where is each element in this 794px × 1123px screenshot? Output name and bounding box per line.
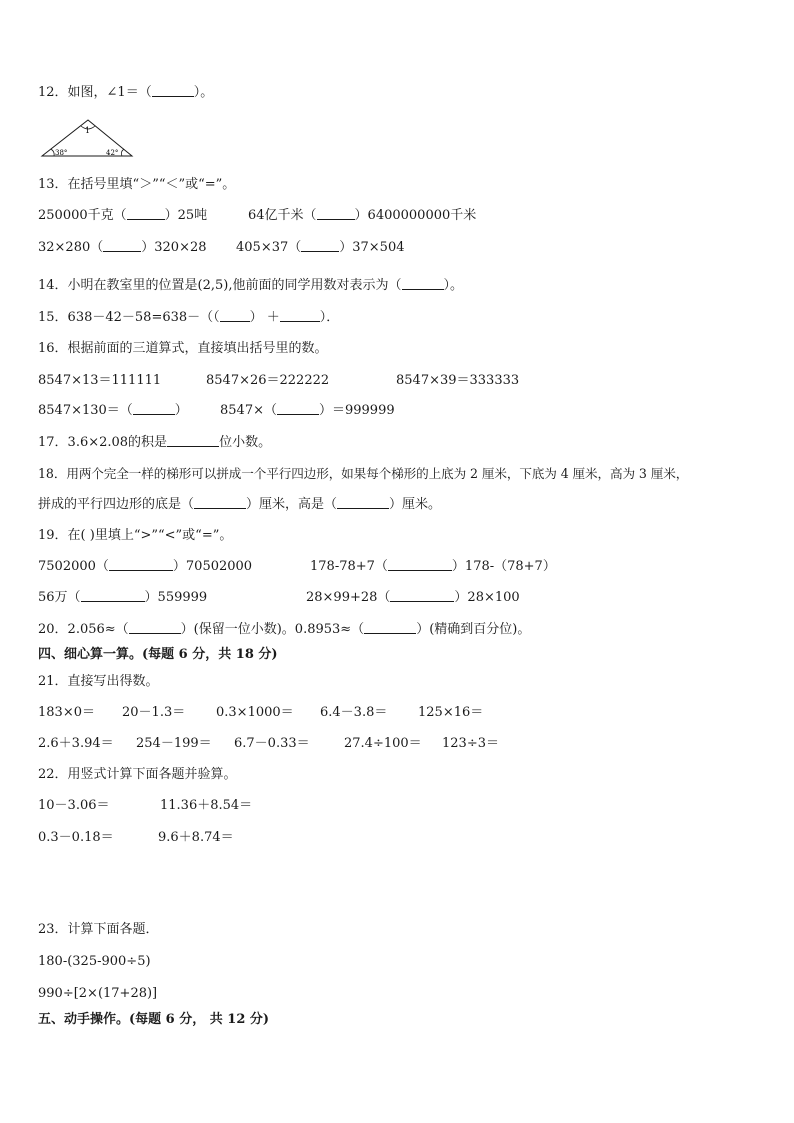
q20-text-b: ）(保留一位小数)。0.8953≈（ <box>180 622 365 637</box>
q19-a-blank[interactable] <box>109 558 173 571</box>
q15-blank-1[interactable] <box>220 309 250 322</box>
section4-heading: 四、细心算一算。(每题 6 分，共 18 分) <box>38 647 278 662</box>
q21-item: 20－1.3＝ <box>122 705 186 720</box>
q14-line <box>38 277 463 295</box>
q17-line <box>38 434 271 452</box>
q17-suffix: 位小数。 <box>219 435 272 450</box>
q16-eq5-blank[interactable] <box>277 402 319 415</box>
q21-item: 27.4÷100＝ <box>344 736 422 751</box>
q13-r1b <box>248 207 476 225</box>
q16-eq1: 8547×13＝111111 <box>38 373 162 388</box>
q15-blank-2[interactable] <box>280 309 320 322</box>
q16-eq4 <box>38 402 188 420</box>
q18-text-c: ）厘米。 <box>389 497 442 512</box>
q21-item: 6.4－3.8＝ <box>320 705 388 720</box>
q16-eq5 <box>220 402 395 420</box>
q19-a-right: ）70502000 <box>172 559 253 574</box>
q15-line <box>38 309 339 327</box>
q19-b <box>310 558 556 576</box>
q16-eq3: 8547×39＝333333 <box>396 373 520 388</box>
q21-item: 0.3×1000＝ <box>216 705 294 720</box>
q20-blank-2[interactable] <box>364 621 416 634</box>
q22-item: 9.6＋8.74＝ <box>158 830 234 845</box>
q14-answer-blank[interactable] <box>402 277 444 290</box>
q21-item: 6.7－0.33＝ <box>234 736 310 751</box>
q23-expr2: 990÷[2×(17+28)] <box>38 986 158 1001</box>
q12-suffix: ）。 <box>193 85 214 100</box>
angle-right-label: 42° <box>106 149 119 157</box>
q19-d-blank[interactable] <box>390 589 454 602</box>
q16-title: 16．根据前面的三道算式，直接填出括号里的数。 <box>38 341 328 356</box>
q15-mid: ） ＋ <box>249 310 280 325</box>
q19-d-left: 28×99+28（ <box>306 590 391 605</box>
q13-r1b-right: ）6400000000千米 <box>354 208 477 223</box>
q21-item: 183×0＝ <box>38 705 95 720</box>
q17-answer-blank[interactable] <box>167 434 219 447</box>
q13-r1b-left: 64亿千米（ <box>248 208 317 223</box>
q13-r2b <box>236 239 405 257</box>
q17-text: 17．3.6×2.08的积是 <box>38 435 168 450</box>
q13-r1b-blank[interactable] <box>317 207 355 220</box>
q15-text: 15．638－42－58=638－（（ <box>38 310 220 325</box>
q16-eq5-right: ）＝999999 <box>318 403 395 418</box>
q12-line <box>38 84 213 102</box>
triangle-figure <box>38 114 138 160</box>
q16-eq4-blank[interactable] <box>133 402 175 415</box>
q15-suffix: ）． <box>319 310 340 325</box>
q19-d-right: ）28×100 <box>454 590 520 605</box>
section5-heading: 五、动手操作。(每题 6 分， 共 12 分) <box>38 1012 270 1027</box>
q19-title: 19．在( )里填上“>”“<”或“=”。 <box>38 528 233 543</box>
q18-text-a: 拼成的平行四边形的底是（ <box>38 497 195 512</box>
q21-title: 21．直接写出得数。 <box>38 674 159 689</box>
q13-r2a-blank[interactable] <box>103 239 141 252</box>
q19-a-left: 7502000（ <box>38 559 109 574</box>
q21-item: 2.6＋3.94＝ <box>38 736 114 751</box>
q18-height-blank[interactable] <box>337 496 389 509</box>
q20-line <box>38 621 530 639</box>
q16-eq4-right: ） <box>174 403 188 418</box>
q20-blank-1[interactable] <box>129 621 181 634</box>
q20-text-c: ）(精确到百分位)。 <box>416 622 531 637</box>
q22-item: 10－3.06＝ <box>38 798 110 813</box>
q13-r2b-right: ）37×504 <box>339 240 405 255</box>
q23-title: 23．计算下面各题． <box>38 922 159 937</box>
q12-answer-blank[interactable] <box>152 84 194 97</box>
q16-eq4-left: 8547×130＝（ <box>38 403 133 418</box>
q13-r2a <box>38 239 207 257</box>
q22-item: 0.3－0.18＝ <box>38 830 114 845</box>
q19-a <box>38 558 252 576</box>
q12-text: 12．如图，∠1＝（ <box>38 85 152 100</box>
q13-r1a-left: 250000千克（ <box>38 208 127 223</box>
angle-left-arc <box>51 149 54 156</box>
q13-r2a-right: ）320×28 <box>141 240 207 255</box>
q21-item: 125×16＝ <box>418 705 484 720</box>
angle-left-label: 38° <box>55 149 68 157</box>
q18-base-blank[interactable] <box>194 496 246 509</box>
angle1-label: 1 <box>85 126 91 135</box>
q14-suffix: ）。 <box>443 278 464 293</box>
q16-eq5-left: 8547×（ <box>220 403 277 418</box>
q13-r1a-blank[interactable] <box>127 207 165 220</box>
angle-right-arc <box>121 149 124 156</box>
q13-r1a-right: ）25吨 <box>164 208 208 223</box>
q18-line1: 18．用两个完全一样的梯形可以拼成一个平行四边形，如果每个梯形的上底为 2 厘米，下底为 4 厘米，高为 3 厘米， <box>38 466 689 481</box>
q13-r2b-blank[interactable] <box>301 239 339 252</box>
q19-c <box>38 589 207 607</box>
q19-b-right: ）178-（78+7） <box>451 559 556 574</box>
q13-r2a-left: 32×280（ <box>38 240 104 255</box>
q19-b-left: 178-78+7（ <box>310 559 388 574</box>
q13-title: 13．在括号里填“＞”“＜”或“=”。 <box>38 177 236 192</box>
q19-b-blank[interactable] <box>388 558 452 571</box>
q13-r1a <box>38 207 207 225</box>
q18-line2 <box>38 496 441 514</box>
q18-text-b: ）厘米，高是（ <box>246 497 338 512</box>
q16-eq2: 8547×26＝222222 <box>206 373 330 388</box>
q20-text-a: 20．2.056≈（ <box>38 622 129 637</box>
q21-item: 123÷3＝ <box>442 736 499 751</box>
q22-item: 11.36＋8.54＝ <box>160 798 253 813</box>
q19-c-left: 56万（ <box>38 590 81 605</box>
q14-text: 14．小明在教室里的位置是(2,5),他前面的同学用数对表示为（ <box>38 278 402 293</box>
q19-c-blank[interactable] <box>81 589 145 602</box>
q19-d <box>306 589 520 607</box>
q23-expr1: 180-(325-900÷5) <box>38 954 151 969</box>
q22-title: 22．用竖式计算下面各题并验算。 <box>38 767 237 782</box>
q21-item: 254－199＝ <box>136 736 212 751</box>
q19-c-right: ）559999 <box>144 590 208 605</box>
q13-r2b-left: 405×37（ <box>236 240 302 255</box>
